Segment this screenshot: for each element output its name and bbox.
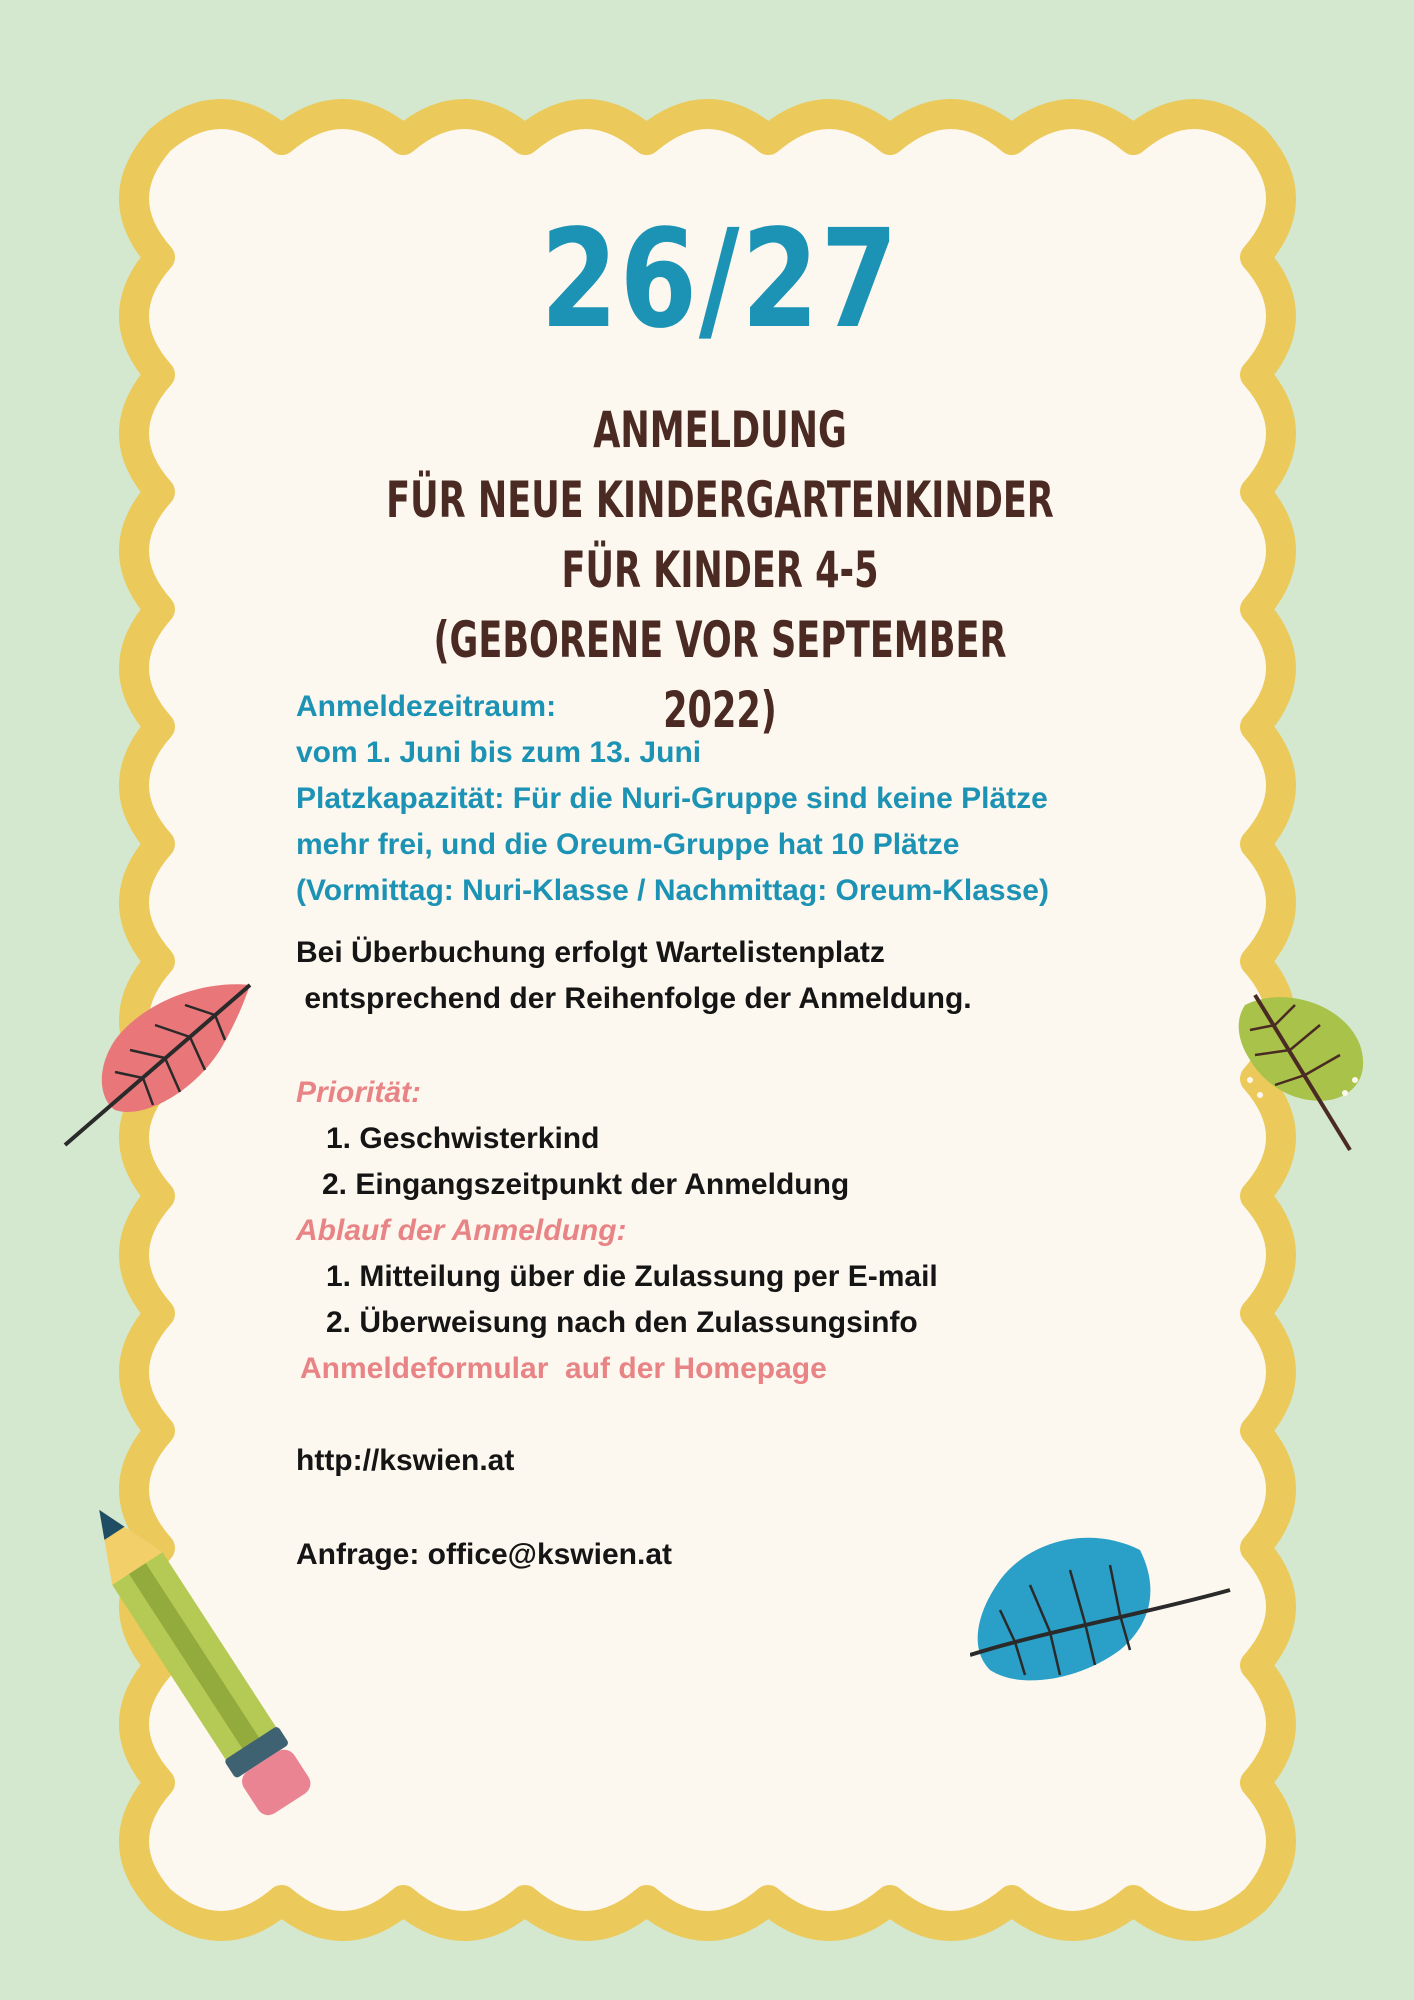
heading-line: FÜR KINDER 4-5 <box>561 541 879 599</box>
heading-line: FÜR NEUE KINDERGARTENKINDER <box>386 471 1054 529</box>
priority-item: 1. Geschwisterkind <box>326 1122 600 1155</box>
period-dates: vom 1. Juni bis zum 13. Juni <box>296 736 702 769</box>
heading-line: (GEBORENE VOR SEPTEMBER 2022) <box>433 611 1007 739</box>
waitlist-line: entsprechend der Reihenfolge der Anmeldung. <box>296 982 972 1015</box>
capacity-line: Platzkapazität: Für die Nuri-Gruppe sind keine Plätze <box>296 782 1048 815</box>
process-label: Ablauf der Anmeldung: <box>296 1214 627 1247</box>
school-year: 26/27 <box>540 201 900 359</box>
pink-leaf-icon <box>55 980 255 1150</box>
form-note: Anmeldeformular auf der Homepage <box>300 1352 827 1385</box>
heading-line: ANMELDUNG <box>593 401 847 459</box>
period-label: Anmeldezeitraum: <box>296 690 557 723</box>
contact-email[interactable]: Anfrage: office@kswien.at <box>296 1538 672 1571</box>
waitlist-line: Bei Überbuchung erfolgt Wartelistenplatz <box>296 936 885 969</box>
website-link[interactable]: http://kswien.at <box>296 1444 515 1477</box>
capacity-line: mehr frei, und die Oreum-Gruppe hat 10 Plätze <box>296 828 960 861</box>
green-leaf-icon <box>1225 985 1375 1155</box>
process-item: 2. Überweisung nach den Zulassungsinfo <box>326 1306 918 1339</box>
pencil-icon <box>70 1480 330 1850</box>
process-item: 1. Mitteilung über die Zulassung per E-mail <box>326 1260 938 1293</box>
blue-leaf-icon <box>970 1520 1235 1690</box>
priority-label: Priorität: <box>296 1076 422 1109</box>
class-schedule: (Vormittag: Nuri-Klasse / Nachmittag: Oreum-Klasse) <box>296 874 1049 907</box>
priority-item: 2. Eingangszeitpunkt der Anmeldung <box>322 1168 850 1201</box>
